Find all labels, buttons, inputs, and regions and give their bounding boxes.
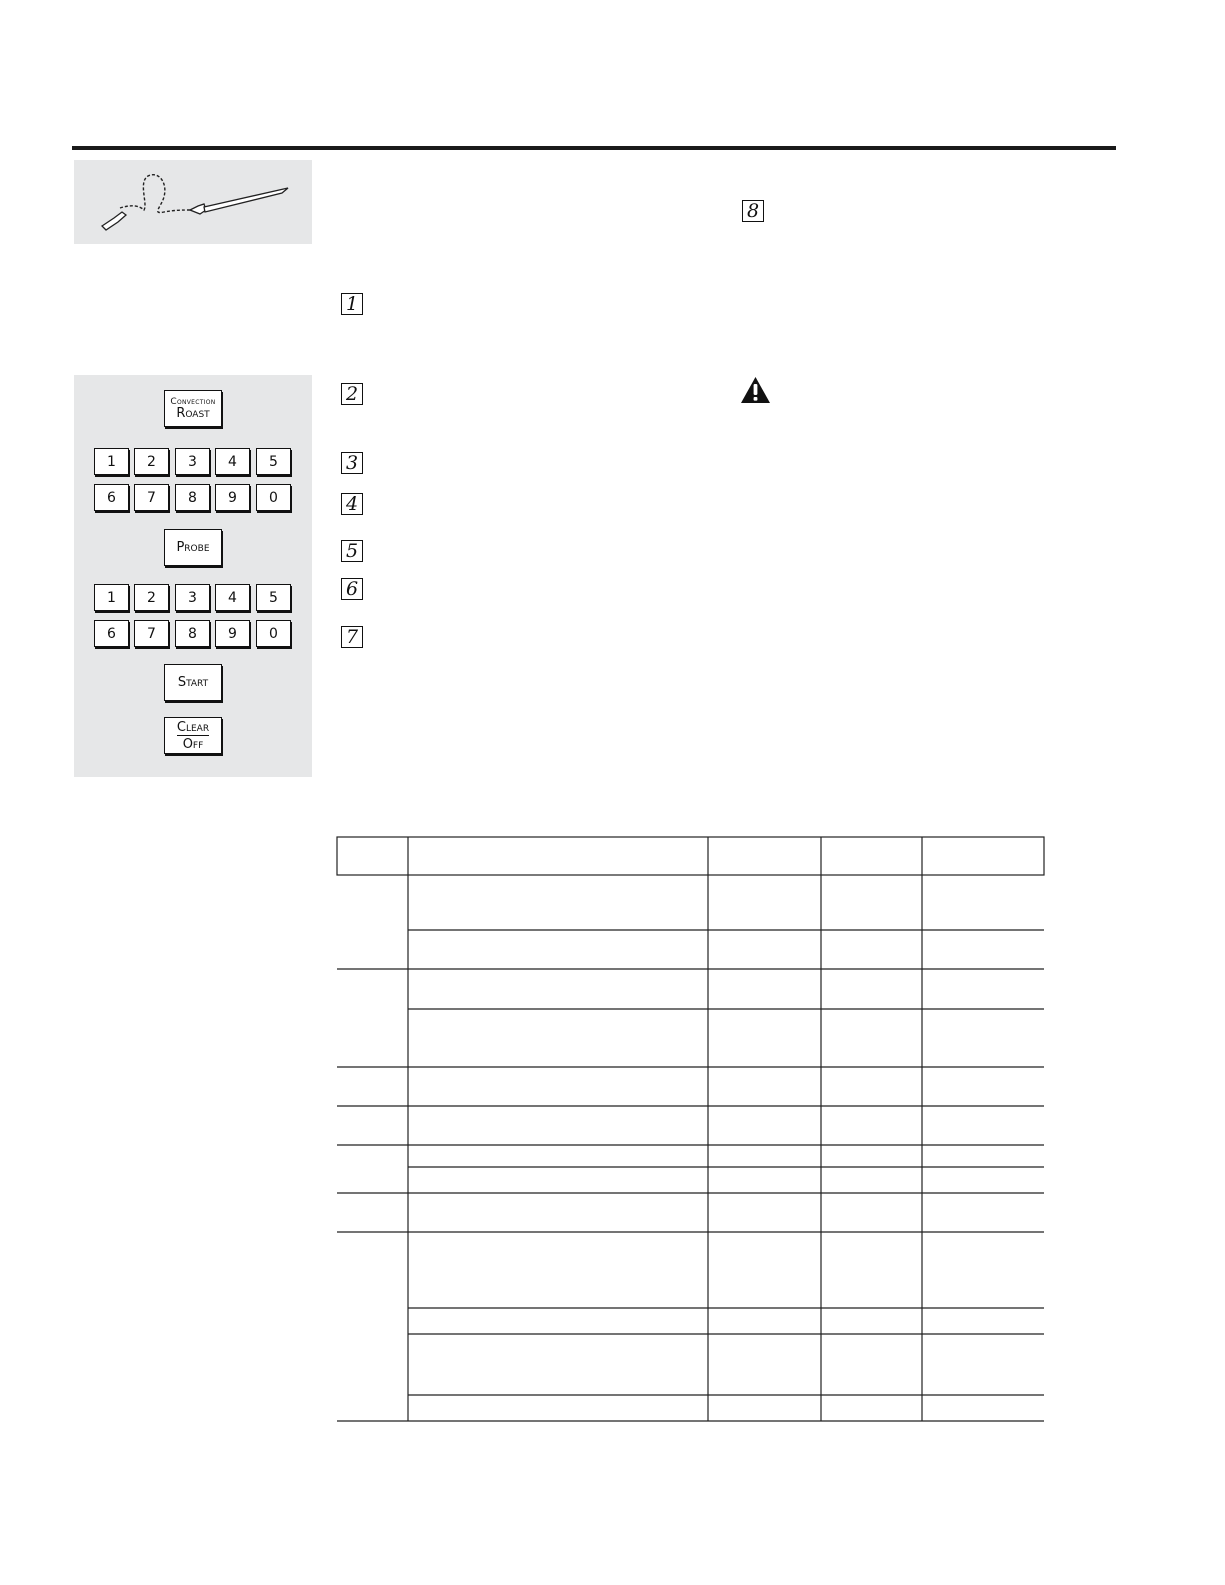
probe-illustration-panel bbox=[74, 160, 312, 244]
temp-digit-1-button[interactable]: 1 bbox=[94, 584, 129, 611]
header-rule bbox=[72, 146, 1116, 150]
temp-digit-8-button[interactable]: 8 bbox=[175, 620, 210, 647]
time-digit-2-button[interactable]: 2 bbox=[134, 448, 169, 475]
step-1-badge: 1 bbox=[341, 293, 363, 315]
temp-digit-3-button[interactable]: 3 bbox=[175, 584, 210, 611]
time-digit-3-button[interactable]: 3 bbox=[175, 448, 210, 475]
temp-digit-7-button[interactable]: 7 bbox=[134, 620, 169, 647]
step-8-badge: 8 bbox=[742, 200, 764, 222]
convection-roast-bottom-label: Roast bbox=[176, 405, 210, 421]
step-5-badge: 5 bbox=[341, 540, 363, 562]
warning-triangle-icon bbox=[740, 376, 771, 404]
time-digit-8-button[interactable]: 8 bbox=[175, 484, 210, 511]
temp-digit-0-button[interactable]: 0 bbox=[256, 620, 291, 647]
temp-digit-5-button[interactable]: 5 bbox=[256, 584, 291, 611]
step-2-badge: 2 bbox=[341, 383, 363, 405]
time-digit-1-button[interactable]: 1 bbox=[94, 448, 129, 475]
time-digit-4-button[interactable]: 4 bbox=[215, 448, 250, 475]
time-digit-0-button[interactable]: 0 bbox=[256, 484, 291, 511]
time-digit-7-button[interactable]: 7 bbox=[134, 484, 169, 511]
clear-off-top-label: Clear bbox=[176, 719, 210, 735]
clear-off-bottom-label: Off bbox=[182, 736, 204, 752]
time-digit-5-button[interactable]: 5 bbox=[256, 448, 291, 475]
step-7-badge: 7 bbox=[341, 626, 363, 648]
meat-probe-icon bbox=[74, 160, 312, 244]
probe-button[interactable] bbox=[164, 529, 222, 566]
convection-roast-top-label: Convection bbox=[170, 396, 216, 407]
clear-off-button[interactable] bbox=[164, 717, 222, 754]
step-6-badge: 6 bbox=[341, 578, 363, 600]
step-3-badge: 3 bbox=[341, 452, 363, 474]
temp-digit-6-button[interactable]: 6 bbox=[94, 620, 129, 647]
probe-button-label: Probe bbox=[176, 540, 210, 555]
time-digit-9-button[interactable]: 9 bbox=[215, 484, 250, 511]
temp-digit-2-button[interactable]: 2 bbox=[134, 584, 169, 611]
temp-digit-9-button[interactable]: 9 bbox=[215, 620, 250, 647]
time-digit-6-button[interactable]: 6 bbox=[94, 484, 129, 511]
convection-roast-button[interactable] bbox=[164, 390, 222, 427]
start-button[interactable] bbox=[164, 664, 222, 701]
start-button-label: Start bbox=[177, 675, 209, 690]
temp-digit-4-button[interactable]: 4 bbox=[215, 584, 250, 611]
step-4-badge: 4 bbox=[341, 493, 363, 515]
